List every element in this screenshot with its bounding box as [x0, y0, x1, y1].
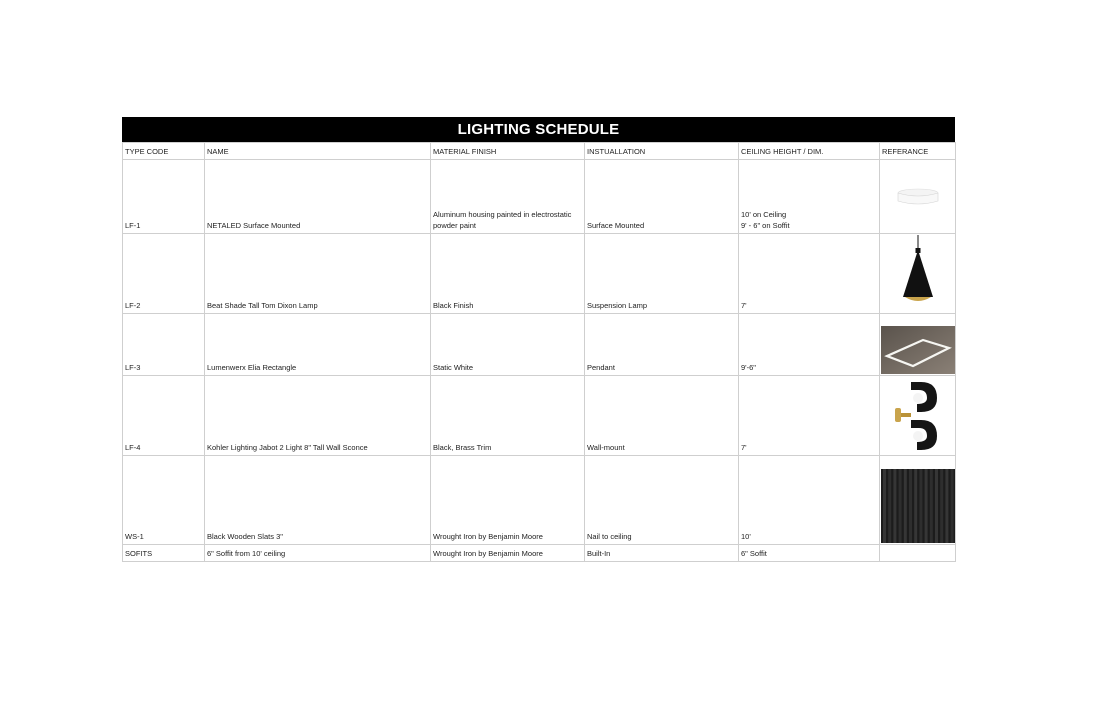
- header-type-code: TYPE CODE: [123, 143, 205, 160]
- slat: [919, 469, 922, 543]
- name-cell: Beat Shade Tall Tom Dixon Lamp: [205, 234, 431, 314]
- installation-cell: Surface Mounted: [585, 160, 739, 234]
- installation-cell: Wall-mount: [585, 376, 739, 456]
- slat: [935, 469, 938, 543]
- installation-cell: Built-In: [585, 545, 739, 562]
- slat: [888, 469, 891, 543]
- finish-cell: Black Finish: [431, 234, 585, 314]
- installation-cell: Nail to ceiling: [585, 456, 739, 545]
- reference-cell: [880, 314, 956, 376]
- height-cell: 9'-6": [739, 314, 880, 376]
- height-cell: 6" Soffit: [739, 545, 880, 562]
- type-code-cell: SOFITS: [123, 545, 205, 562]
- finish-cell: Black, Brass Trim: [431, 376, 585, 456]
- finish-cell: [431, 160, 585, 234]
- name-cell: Black Wooden Slats 3": [205, 456, 431, 545]
- installation-cell: Suspension Lamp: [585, 234, 739, 314]
- header-installation: INSTUALLATION: [585, 143, 739, 160]
- name-cell: Kohler Lighting Jabot 2 Light 8" Tall Wall Sconce: [205, 376, 431, 456]
- finish-cell: Static White: [431, 314, 585, 376]
- slat: [903, 469, 906, 543]
- lighting-schedule-sheet: [122, 117, 955, 562]
- finish-line: powder paint: [433, 221, 476, 230]
- round-surface-light-icon: [881, 177, 955, 217]
- pendant-lamp-icon: [881, 235, 955, 312]
- header-material-finish: MATERIAL FINISH: [431, 143, 585, 160]
- wall-sconce-icon: [881, 378, 955, 454]
- name-cell: Lumenwerx Elia Rectangle: [205, 314, 431, 376]
- type-code-cell: LF-3: [123, 314, 205, 376]
- type-code-cell: WS-1: [123, 456, 205, 545]
- height-cell: 7': [739, 376, 880, 456]
- slat: [929, 469, 932, 543]
- height-cell: 10': [739, 456, 880, 545]
- name-cell: NETALED Surface Mounted: [205, 160, 431, 234]
- type-code-cell: LF-1: [123, 160, 205, 234]
- finish-line: Aluminum housing painted in electrostatic: [433, 210, 572, 219]
- header-reference: REFERANCE: [880, 143, 956, 160]
- header-ceiling-height: CEILING HEIGHT / DIM.: [739, 143, 880, 160]
- type-code-cell: LF-2: [123, 234, 205, 314]
- slat: [924, 469, 927, 543]
- height-cell: [739, 160, 880, 234]
- slat: [914, 469, 917, 543]
- slat: [909, 469, 912, 543]
- reference-cell: [880, 456, 956, 545]
- slat: [893, 469, 896, 543]
- rectangle-light-icon: [881, 326, 955, 374]
- table-row: [123, 545, 956, 562]
- table-row: [123, 456, 956, 545]
- header-name: NAME: [205, 143, 431, 160]
- slat: [940, 469, 943, 543]
- height-line: 9' - 6" on Soffit: [741, 221, 790, 230]
- slat: [945, 469, 948, 543]
- reference-cell: [880, 376, 956, 456]
- slat: [883, 469, 886, 543]
- slat: [898, 469, 901, 543]
- finish-cell: Wrought Iron by Benjamin Moore: [431, 456, 585, 545]
- table-header-row: [123, 143, 956, 160]
- table-row: [123, 160, 956, 234]
- finish-cell: Wrought Iron by Benjamin Moore: [431, 545, 585, 562]
- schedule-table: [122, 142, 956, 562]
- reference-cell: [880, 234, 956, 314]
- installation-cell: Pendant: [585, 314, 739, 376]
- table-row: [123, 234, 956, 314]
- height-line: 10' on Ceiling: [741, 210, 787, 219]
- type-code-cell: LF-4: [123, 376, 205, 456]
- slat: [950, 469, 953, 543]
- schedule-title: LIGHTING SCHEDULE: [122, 117, 955, 142]
- reference-cell: [880, 160, 956, 234]
- name-cell: 6" Soffit from 10' ceiling: [205, 545, 431, 562]
- wooden-slats-icon: [881, 469, 955, 543]
- reference-cell: [880, 545, 956, 562]
- height-cell: 7': [739, 234, 880, 314]
- table-row: [123, 314, 956, 376]
- table-row: [123, 376, 956, 456]
